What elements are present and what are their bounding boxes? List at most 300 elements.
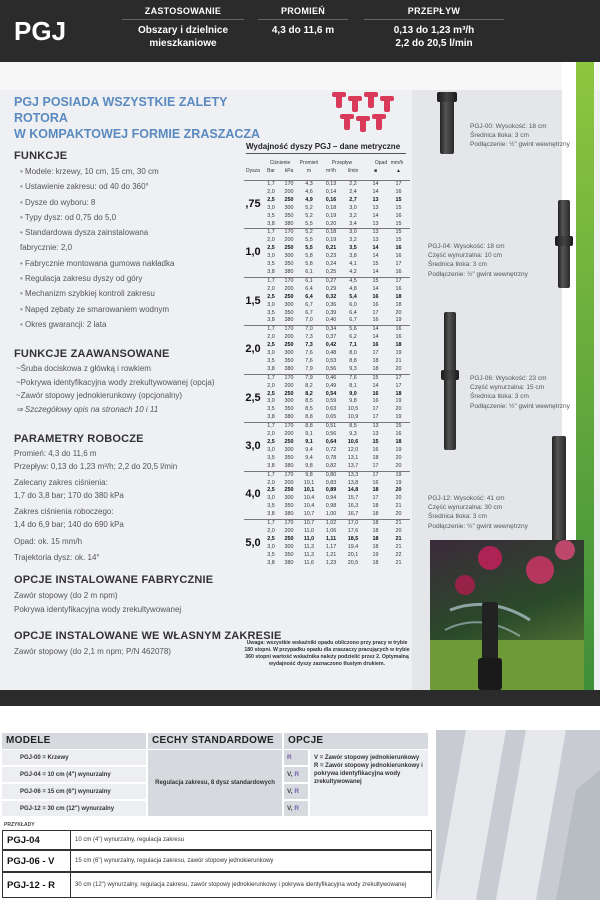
table-cell: 0,80 [320,471,342,479]
table-cell: 7,3 [305,342,313,349]
table-cell: 16 [372,479,379,486]
header-col-przeplyw: PRZEPŁYW 0,13 do 1,23 m³/h 2,2 do 20,5 l/min [364,6,504,50]
spec-header-cechy: CECHY STANDARDOWE [148,733,282,749]
table-cell: 8,1 [349,382,357,389]
table-row [244,350,410,358]
table-cell: 3,0 [267,446,275,453]
section-funkcje-title: FUNKCJE [14,150,68,162]
table-cell: 350 [284,261,294,268]
table-cell: 4,8 [349,285,357,292]
table-cell: 1,00 [325,511,337,518]
table-cell: 0,56 [325,431,337,438]
table-cell: 5,5 [305,245,313,252]
table-row [244,447,410,455]
table-cell: 350 [284,551,294,558]
table-cell: 21 [395,357,402,364]
table-cell: 8,8 [349,357,357,364]
table-cell: 0,72 [325,446,337,453]
table-cell: 9,8 [349,398,357,405]
table-row [244,560,410,568]
model-title: PGJ [14,16,67,46]
table-cell: 17 [387,181,410,189]
table-cell: 2,5 [267,245,275,252]
table-cell: 16 [372,317,379,324]
table-cell: 10,1 [303,487,315,494]
table-note: Uwaga: wszystkie wskaźniki opadu obliczono przy pracy w trybie 180 stopni. W przypadku opadu dla zraszaczy pracujących w trybie 360 stopni wartość wskaźnika należy podzielić przez 2. Optymalną wydajność dyszy zaznaczono tłustym drukiem. [244,640,410,667]
table-cell: 5,2 [298,229,320,237]
table-cell: 2,0 [267,285,275,292]
table-cell: 7,9 [298,374,320,382]
spec-opcje-cell: V, R [284,801,308,817]
table-cell: 14 [372,245,379,252]
table-cell: 13 [372,220,379,227]
table-cell: 18 [372,365,379,372]
table-cell: 9,1 [305,439,313,445]
table-cell: 5,2 [305,212,313,219]
table-cell: 13 [372,204,379,211]
table-cell: 18 [372,454,379,461]
table-cell: 5,5 [305,237,313,244]
section-divider [0,690,600,706]
spec-model-row: PGJ-06 = 15 cm (6") wynurzalny [2,784,146,800]
table-cell: 0,64 [325,439,337,445]
table-cell: 250 [284,439,294,445]
table-cell: 2,5 [267,535,275,542]
table-cell: 5,2 [305,204,313,211]
table-cell: 10,4 [303,503,315,510]
nozzle-cell: 1,0 [244,229,262,277]
table-cell: 11,3 [303,543,315,550]
table-cell: 13,8 [347,479,359,486]
table-cell: 0,27 [320,277,342,285]
table-cell: 16 [395,212,402,219]
decorative-graphic [436,730,600,900]
table-cell: 13,1 [347,454,359,461]
list-item: • Standardowa dysza zainstalowana [20,225,174,240]
table-cell: 0,20 [325,220,337,227]
table-cell: 8,0 [349,350,357,357]
table-cell: 200 [284,334,294,341]
table-cell: 0,56 [325,365,337,372]
table-cell: 3,0 [342,229,364,237]
sprinkler-pgj-00-image [440,92,454,154]
table-cell: 7,9 [305,365,313,372]
table-cell: 14 [372,253,379,260]
table-cell: 18 [395,439,402,445]
table-cell: 15 [395,204,402,211]
table-row [244,439,410,447]
table-cell: 16 [372,301,379,308]
table-cell: 13 [372,196,379,203]
table-cell: 6,0 [349,301,357,308]
table-row [244,366,410,374]
list-item: • Mechanizm szybkiej kontroli zakresu [20,286,174,301]
table-row [244,245,410,253]
table-cell: 3,8 [267,559,275,566]
table-row [244,286,410,294]
example-row: PGJ-04 10 cm (4") wynurzalny, regulacja zakresu [2,830,432,850]
table-row [244,480,410,488]
table-cell: 1,23 [325,559,337,566]
table-cell: 6,4 [305,285,313,292]
list-item: • Dysze do wyboru: 8 [20,195,174,210]
table-cell: 14 [372,334,379,341]
table-cell: 0,53 [325,357,337,364]
table-row [244,294,410,302]
table-cell: 7,1 [349,342,357,349]
table-cell: 10,6 [347,439,359,445]
table-cell: 1,7 [262,277,280,285]
table-cell: 13 [372,431,379,438]
spec-opcje-cell: V, R [284,767,308,783]
table-cell: 380 [284,559,294,566]
table-cell: 3,5 [267,357,275,364]
table-row [244,229,410,237]
table-cell: 16 [372,446,379,453]
table-cell: 18 [372,559,379,566]
table-cell: 250 [284,487,294,494]
table-row [244,544,410,552]
zaawansowane-list [16,362,215,416]
table-cell: 3,5 [267,309,275,316]
table-cell: 170 [280,326,298,334]
spec-header-opcje: OPCJE [284,733,428,749]
table-cell: 3,2 [349,237,357,244]
table-row [244,277,410,285]
table-cell: 12,0 [347,446,359,453]
table-row [244,528,410,536]
table-cell: 20 [395,309,402,316]
table-cell: 380 [284,317,294,324]
table-cell: 15 [395,220,402,227]
nozzle-cell: 3,0 [244,423,262,471]
table-cell: 3,0 [267,301,275,308]
table-cell: 0,82 [325,462,337,469]
header-col-zastosowanie: ZASTOSOWANIE Obszary i dzielnice mieszkaniowe [122,6,244,50]
list-item: • Modele: krzewy, 10 cm, 15 cm, 30 cm [20,164,174,179]
table-cell: 1,21 [325,551,337,558]
table-cell: 6,7 [349,317,357,324]
table-cell: 3,8 [349,253,357,260]
table-row [244,326,410,334]
table-row [244,495,410,503]
table-cell: 3,0 [267,495,275,502]
table-cell: 0,36 [325,301,337,308]
table-cell: 13 [372,237,379,244]
opcje-fabryczne-list: Zawór stopowy (do 2 m npm) Pokrywa identyfikacyjna wody zrekultywowanej [14,591,182,614]
table-cell: 15 [395,196,402,203]
table-cell: 380 [284,414,294,421]
table-cell: 19 [395,350,402,357]
table-cell: 18 [372,357,379,364]
table-cell: 19 [395,317,402,324]
table-cell: 3,5 [267,503,275,510]
table-cell: 17 [364,471,387,479]
spec-header-modele: MODELE [2,733,146,749]
table-cell: 11,0 [303,535,315,542]
table-row [244,471,410,479]
table-cell: 170 [280,520,298,528]
header-col-promien: PROMIEŃ 4,3 do 11,6 m [258,6,348,37]
table-row [244,269,410,277]
table-row [244,520,410,528]
list-item: ~Śruba dociskowa z główką i rowkiem [16,364,151,373]
table-cell: 20 [395,454,402,461]
table-cell: 18 [372,487,379,494]
header-bar [0,0,600,62]
table-cell: 3,8 [267,268,275,275]
table-cell: 2,0 [267,334,275,341]
table-row [244,487,410,495]
table-cell: 21 [395,559,402,566]
spec-opcje-cell: R [284,750,308,766]
table-cell: 200 [284,285,294,292]
table-cell: 3,4 [349,220,357,227]
table-cell: 19 [387,471,410,479]
table-row [244,383,410,391]
table-row [244,406,410,414]
table-cell: 0,23 [325,253,337,260]
table-cell: 18 [372,535,379,542]
table-cell: 18 [395,390,402,397]
table-cell: 18 [372,527,379,534]
table-cell: 16,3 [347,503,359,510]
table-cell: 5,6 [342,326,364,334]
table-cell: 14 [372,382,379,389]
table-cell: 300 [284,204,294,211]
table-cell: 3,0 [267,350,275,357]
table-cell: 3,0 [349,204,357,211]
table-cell: 15 [387,423,410,431]
table-cell: 14 [364,181,387,189]
table-cell: 0,37 [325,334,337,341]
table-cell: 15 [387,229,410,237]
list-item: • Regulacja zakresu dyszy od góry [20,271,174,286]
table-cell: 3,8 [267,462,275,469]
example-row: PGJ-12 - R 30 cm (12") wynurzalny, regulacja zakresu, zawór stopowy jednokierunkowy i pokrywa identyfikacyjna wody zrekultywowanej [2,872,432,898]
list-item: • Napęd zębaty ze smarowaniem wodnym [20,302,174,317]
table-cell: 9,8 [298,471,320,479]
model-label-pgj-12: PGJ-12: Wysokość: 41 cm Część wynurzalna: 30 cm Średnica tłoka: 3 cm Podłączenie: ½" gwint wewnętrzny [428,495,528,530]
table-cell: 19 [372,551,379,558]
table-row [244,261,410,269]
table-row [244,302,410,310]
table-cell: 0,18 [325,204,337,211]
table-cell: 8,2 [305,382,313,389]
table-cell: 200 [284,479,294,486]
table-cell: 16 [395,253,402,260]
table-cell: 0,83 [325,479,337,486]
table-row [244,391,410,399]
table-cell: 22 [395,551,402,558]
table-row [244,213,410,221]
nozzle-cell: 5,0 [244,520,262,568]
table-cell: 16 [395,285,402,292]
table-cell: 3,5 [267,406,275,413]
table-cell: 14 [372,285,379,292]
table-row [244,431,410,439]
table-cell: 11,0 [303,527,315,534]
table-cell: 3,5 [267,212,275,219]
table-cell: 16 [395,334,402,341]
table-cell: 10,9 [347,414,359,421]
table-cell: 9,0 [349,390,357,397]
table-cell: 350 [284,503,294,510]
table-cell: 6,4 [305,293,313,300]
table-cell: 17 [372,495,379,502]
table-cell: 14 [364,326,387,334]
table-cell: 2,5 [267,487,275,494]
table-cell: 6,4 [349,309,357,316]
table-cell: 9,4 [305,446,313,453]
table-row [244,463,410,471]
table-cell: 14 [372,212,379,219]
spec-cechy-cell: Regulacja zakresu, 8 dysz standardowych [148,750,282,816]
table-cell: 17 [372,309,379,316]
table-cell: 170 [280,181,298,189]
table-cell: 300 [284,253,294,260]
table-cell: 9,1 [305,431,313,438]
table-cell: 0,48 [325,350,337,357]
model-label-pgj-04: PGJ-04: Wysokość: 18 cm Część wynurzalna: 10 cm Średnica tłoka: 3 cm Podłączenie: ½" gwint wewnętrzny [428,243,528,278]
nozzle-cell: ,75 [244,181,262,229]
table-cell: 8,5 [305,398,313,405]
table-cell: 1,7 [262,520,280,528]
table-cell: 17 [372,350,379,357]
table-cell: 380 [284,220,294,227]
table-cell: 380 [284,462,294,469]
table-row [244,181,410,189]
table-row [244,342,410,350]
table-cell: 1,02 [320,520,342,528]
table-cell: 350 [284,454,294,461]
table-cell: 21 [395,535,402,542]
table-cell: 0,13 [320,181,342,189]
table-row [244,237,410,245]
table-cell: 7,0 [305,317,313,324]
section-zaawansowane-title: FUNKCJE ZAAWANSOWANE [14,348,170,360]
table-cell: 200 [284,431,294,438]
table-row [244,503,410,511]
table-cell: 0,24 [325,261,337,268]
table-cell: 15 [395,237,402,244]
table-cell: 9,8 [305,462,313,469]
table-cell: 380 [284,511,294,518]
table-cell: 16 [372,390,379,397]
table-cell: 0,98 [325,503,337,510]
table-cell: 19,4 [347,543,359,550]
table-cell: 8,5 [342,423,364,431]
nozzle-cell: 4,0 [244,471,262,519]
table-row [244,317,410,325]
table-cell: 6,7 [305,309,313,316]
table-cell: 1,7 [262,423,280,431]
table-cell: 13,7 [347,462,359,469]
table-row [244,310,410,318]
opcje-wlasne-list: Zawór stopowy (do 2,1 m npm; P/N 462078) [14,647,171,656]
table-cell: 16 [372,342,379,349]
table-cell: 10,7 [303,511,315,518]
table-cell: 20,1 [347,551,359,558]
table-cell: 250 [284,342,294,349]
table-cell: 0,19 [325,212,337,219]
sprinkler-pgj-06-image [444,312,456,450]
table-cell: 170 [280,471,298,479]
table-cell: 16 [395,431,402,438]
nozzle-cell: 2,0 [244,326,262,374]
table-cell: 19 [395,398,402,405]
table-cell: 1,7 [262,229,280,237]
table-cell: 3,8 [267,511,275,518]
table-cell: 2,5 [267,390,275,397]
table-cell: 3,5 [349,245,357,252]
table-cell: 16 [395,245,402,252]
table-cell: 4,3 [298,181,320,189]
example-row: PGJ-06 - V 15 cm (6") wynurzalny, regulacja zakresu, zawór stopowy jednokierunkowy [2,850,432,872]
table-cell: 10,1 [303,479,315,486]
table-cell: 3,2 [349,212,357,219]
list-item: ⇒ Szczegółowy opis na stronach 10 i 11 [16,404,159,414]
table-cell: 5,8 [305,261,313,268]
table-cell: 2,0 [267,188,275,195]
table-cell: 200 [284,237,294,244]
table-title: Wydajność dyszy PGJ – dane metryczne [246,142,406,154]
table-cell: 300 [284,446,294,453]
table-cell: 17 [372,462,379,469]
table-cell: 17 [387,277,410,285]
table-cell: 10,5 [347,406,359,413]
table-cell: 5,5 [305,220,313,227]
table-cell: 350 [284,212,294,219]
spec-opcje-cell: V, R [284,784,308,800]
parametry-list: Promień: 4,3 do 11,6 m Przepływ: 0,13 do 1,23 m³/h; 2,2 do 20,5 l/min Zalecany zakres ciśnienia: 1,7 do 3,8 bar; 170 do 380 kPa Zakres ciśnienia roboczego: 1,4 do 6,9 bar; 140 do 690 kPa Opad: ok. 15 mm/h Trajektoria dysz: ok. 14° [14,449,178,563]
sprinkler-pgj-04-image [558,200,570,288]
table-cell: 3,0 [267,204,275,211]
table-cell: 3,5 [267,551,275,558]
table-cell: 8,2 [305,390,313,397]
table-cell: 250 [284,535,294,542]
table-row [244,511,410,519]
table-cell: 2,2 [342,181,364,189]
list-item: • Typy dysz: od 0,75 do 5,0 [20,210,174,225]
table-cell: 300 [284,301,294,308]
table-cell: 17,6 [347,527,359,534]
list-item: ~Pokrywa identyfikacyjna wody zrekultywowanej (opcja) [16,377,215,387]
table-cell: 8,8 [298,423,320,431]
table-cell: 0,19 [325,237,337,244]
table-cell: 0,16 [325,196,337,203]
table-cell: 7,3 [305,334,313,341]
table-cell: 250 [284,245,294,252]
table-cell: 15 [372,439,379,445]
table-cell: 1,06 [325,527,337,534]
list-item: ~Zawór stopowy jednokierunkowy (opcjonalny) [16,391,183,400]
table-cell: 14 [372,188,379,195]
table-cell: 0,89 [325,487,337,494]
table-cell: 21 [395,543,402,550]
table-cell: 3,8 [267,414,275,421]
table-cell: 14,8 [347,487,359,494]
table-cell: 18 [395,293,402,300]
spec-model-row: PGJ-12 = 30 cm (12") wynurzalny [2,801,146,817]
table-cell: 8,8 [305,414,313,421]
section-parametry-title: PARAMETRY ROBOCZE [14,433,144,445]
table-cell: 170 [280,423,298,431]
table-cell: 20,5 [347,559,359,566]
table-row [244,253,410,261]
table-row [244,189,410,197]
table-cell: 17 [387,374,410,382]
